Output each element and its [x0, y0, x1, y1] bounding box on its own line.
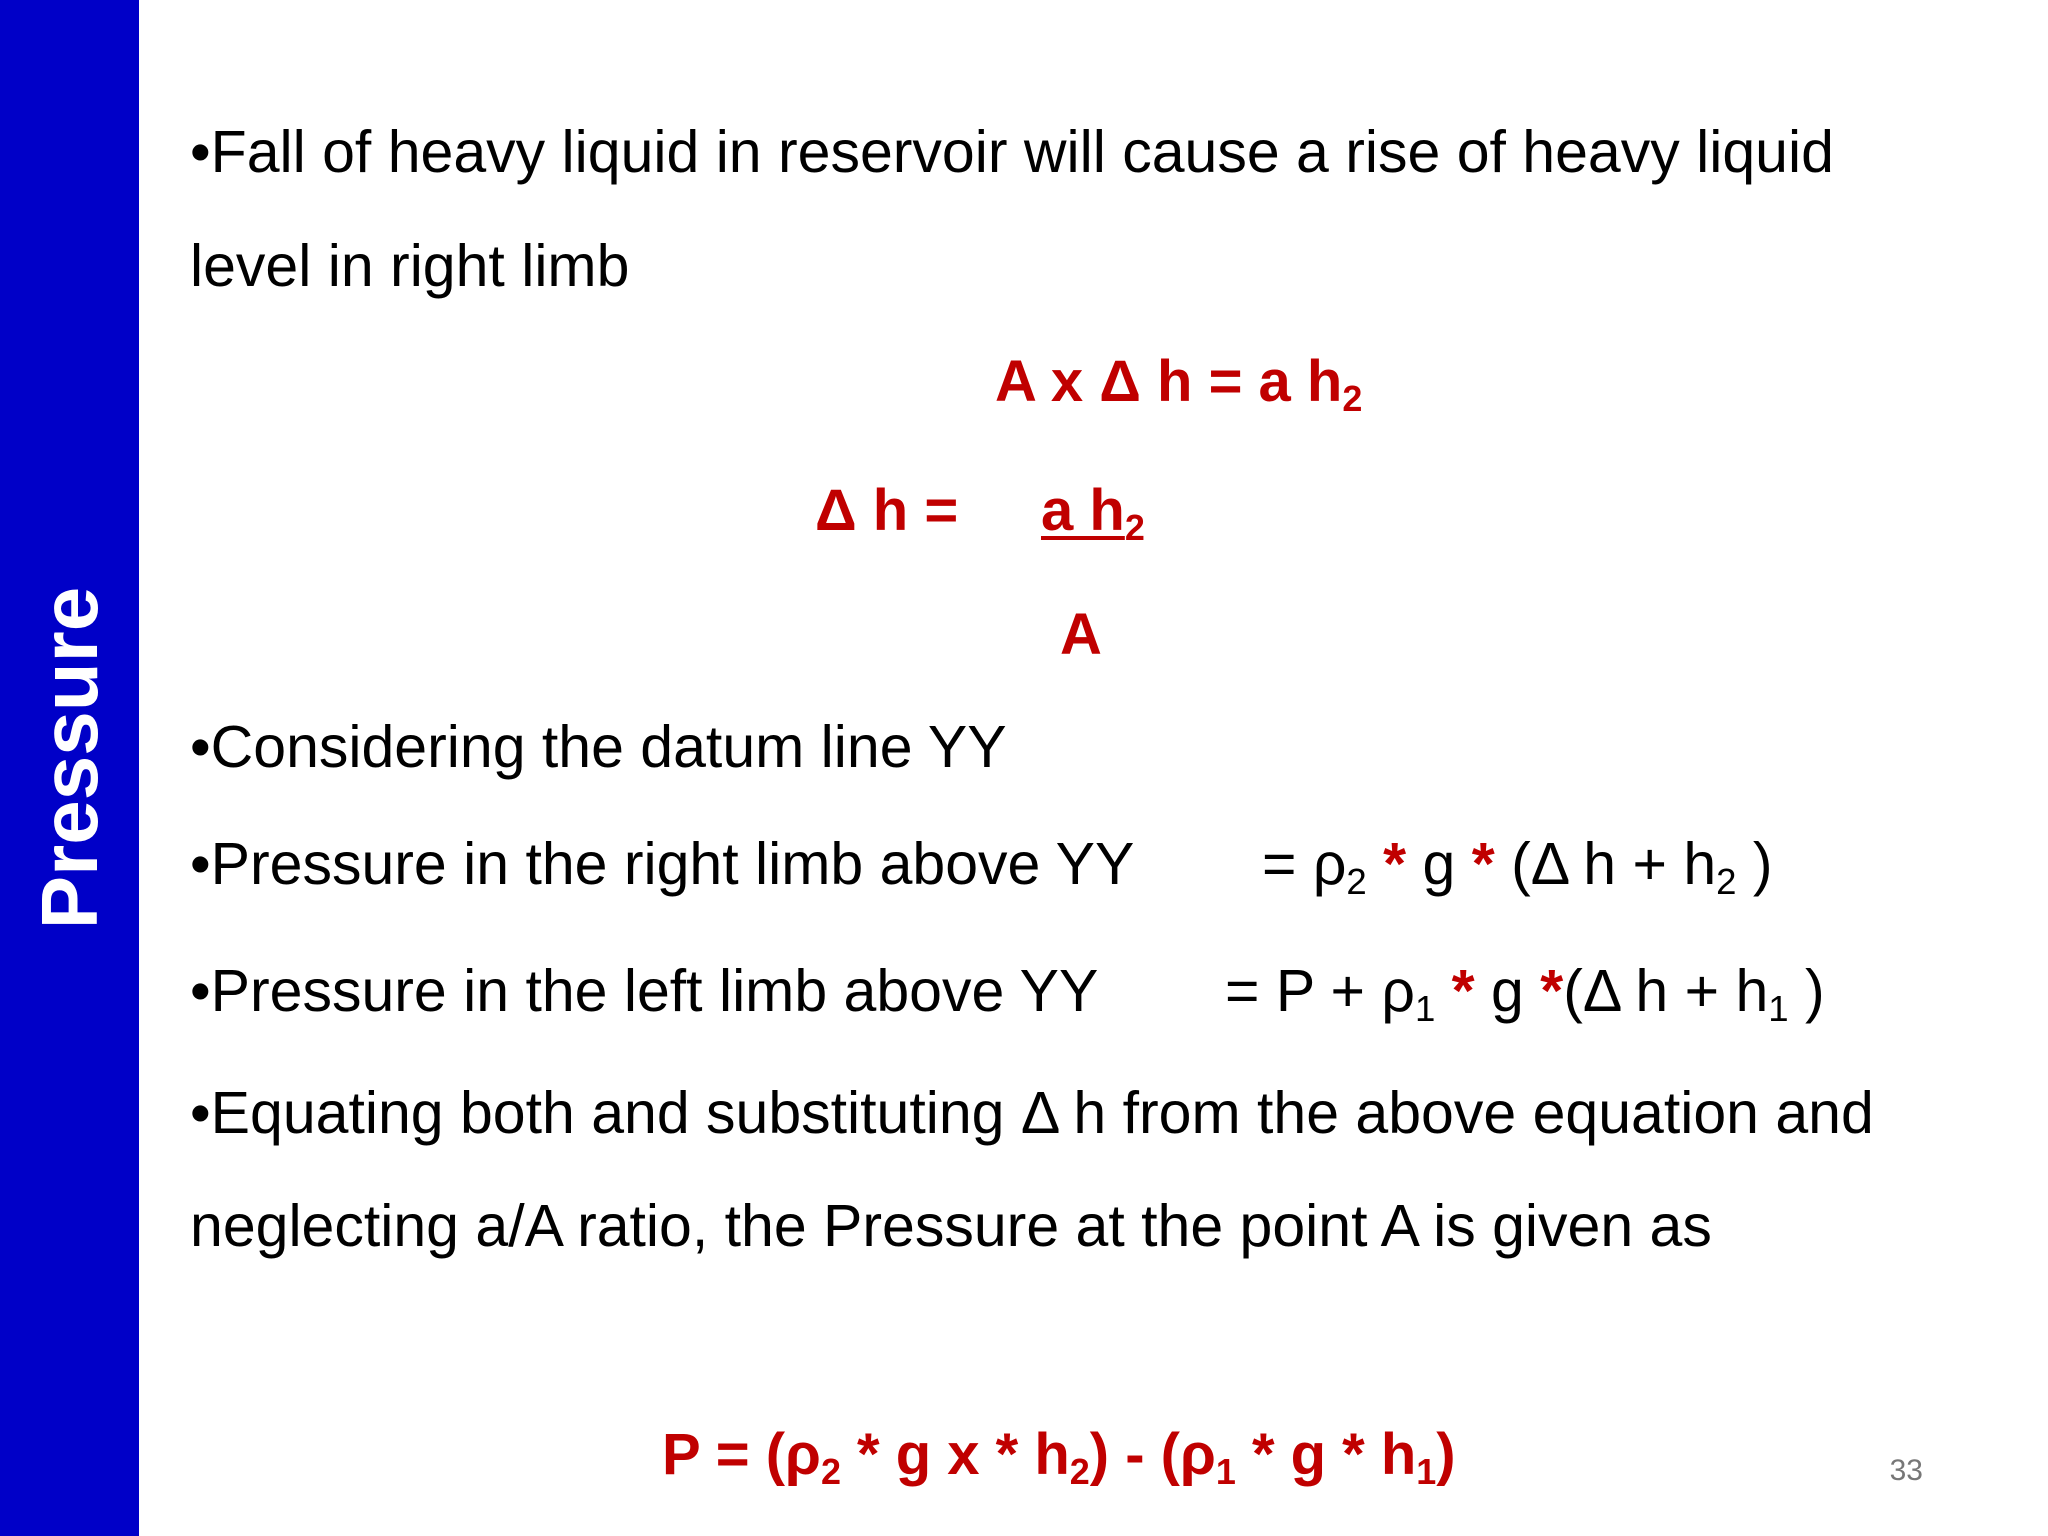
final-eq-sub4: 1: [1416, 1451, 1437, 1493]
left-limb-expr-part1: = P + ρ: [1225, 958, 1415, 1024]
bullet-fall-heavy-liquid: •Fall of heavy liquid in reservoir will cause a rise of heavy liquid: [190, 119, 1834, 185]
final-eq-sub1: 2: [820, 1451, 841, 1493]
right-limb-expr-part3: (Δ h + h: [1494, 831, 1717, 897]
left-limb-expr-part3: (Δ h + h: [1563, 958, 1769, 1024]
left-limb-h-subscript: 1: [1768, 988, 1789, 1030]
right-limb-multiply-2: *: [1471, 831, 1495, 897]
bullet-equating-both: •Equating both and substituting Δ h from the above equation and: [190, 1080, 1874, 1146]
final-eq-part5: ): [1436, 1422, 1456, 1487]
numerator-subscript: 2: [1124, 507, 1145, 549]
right-limb-expr-part4: ): [1736, 831, 1773, 897]
left-limb-expr-part2: g: [1474, 958, 1541, 1024]
equation-volume-balance-subscript: 2: [1342, 378, 1363, 420]
final-eq-part1: P = (ρ: [662, 1422, 821, 1487]
left-limb-rho-subscript: 1: [1414, 988, 1436, 1030]
bullet-left-limb-pressure: •Pressure in the left limb above YY: [190, 958, 1099, 1024]
equation-delta-h-denominator: A: [1060, 602, 1102, 667]
numerator-text: a h: [1041, 478, 1125, 543]
right-limb-h-subscript: 2: [1716, 861, 1737, 903]
final-eq-part4: * g * h: [1235, 1422, 1417, 1487]
sidebar-title: Pressure: [25, 586, 114, 930]
left-limb-multiply-2: *: [1540, 958, 1564, 1024]
right-limb-multiply-1: *: [1366, 831, 1407, 897]
final-pressure-equation: [662, 1422, 1456, 1493]
bullet-continuation-neglecting-ratio: neglecting a/A ratio, the Pressure at the point A is given as: [190, 1193, 1712, 1259]
final-eq-part2: * g x * h: [840, 1422, 1070, 1487]
page-number: 33: [1889, 1454, 1923, 1487]
left-limb-multiply-1: *: [1435, 958, 1475, 1024]
sidebar: [0, 0, 139, 1536]
final-eq-sub2: 2: [1069, 1451, 1090, 1493]
final-eq-part3: ) - (ρ: [1089, 1422, 1216, 1487]
right-limb-expr-part2: g: [1406, 831, 1472, 897]
equation-volume-balance: [995, 349, 1363, 420]
equation-delta-h-numerator: [1041, 478, 1145, 549]
left-limb-expr-part4: ): [1788, 958, 1825, 1024]
final-eq-sub3: 1: [1215, 1451, 1236, 1493]
equation-volume-balance-text: A x Δ h = a h: [995, 349, 1343, 414]
bullet-continuation-right-limb: level in right limb: [190, 233, 630, 299]
equation-delta-h-lhs: Δ h =: [815, 478, 959, 543]
right-limb-rho-subscript: 2: [1346, 861, 1367, 903]
bullet-right-limb-pressure: •Pressure in the right limb above YY: [190, 831, 1135, 897]
bullet-datum-line: •Considering the datum line YY: [190, 714, 1007, 780]
left-limb-pressure-expression: [1225, 958, 1825, 1030]
right-limb-expr-part1: = ρ: [1262, 831, 1347, 897]
right-limb-pressure-expression: [1262, 831, 1773, 903]
